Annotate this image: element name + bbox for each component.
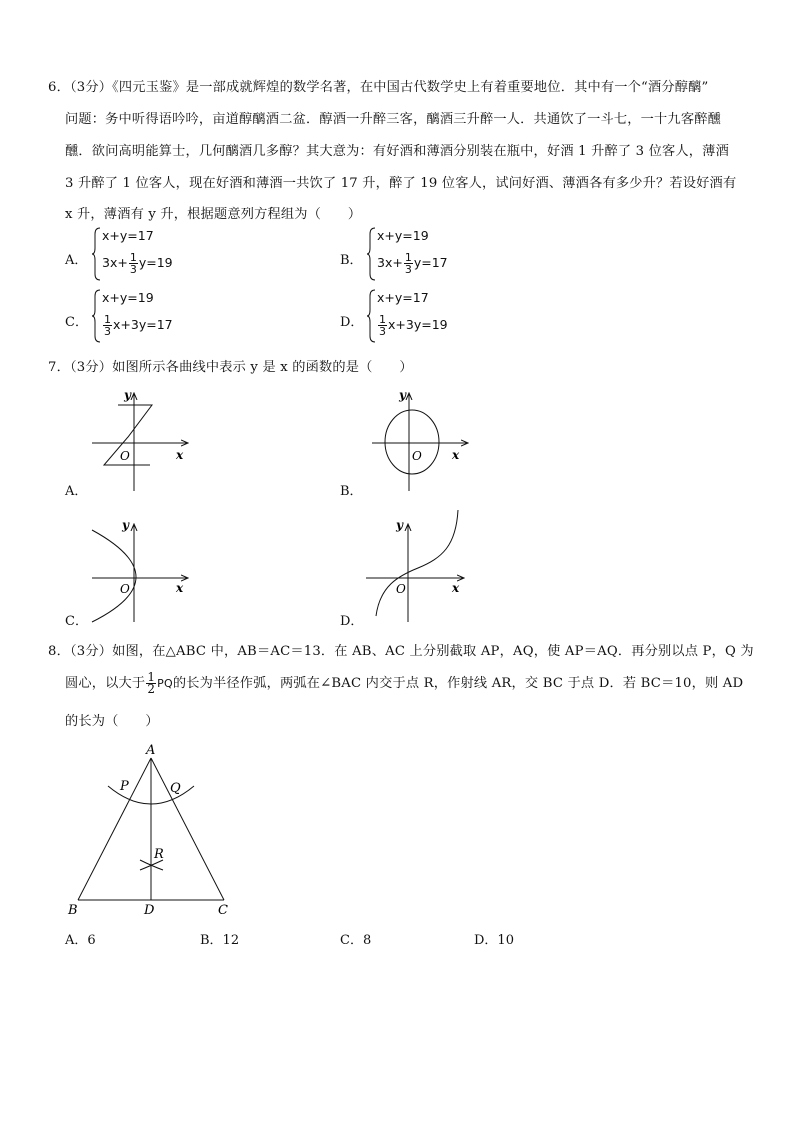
label-q: Q bbox=[170, 781, 181, 796]
origin-label: O bbox=[120, 582, 130, 596]
q6-d-eq2: $\frac{1}{3}$ x+3y=19 bbox=[379, 313, 448, 338]
brace-icon bbox=[367, 226, 377, 282]
x-label: x bbox=[176, 581, 184, 595]
q8-pq: PQ bbox=[157, 677, 173, 690]
q6-c-eq1: x+y=19 bbox=[102, 290, 154, 305]
q6-option-b-system bbox=[367, 226, 487, 282]
q6-b-eq1: x+y=19 bbox=[377, 228, 429, 243]
brace-icon bbox=[92, 226, 102, 282]
q7-option-b-label[interactable]: B． bbox=[340, 484, 363, 499]
q8-option-b[interactable]: B．12 bbox=[200, 933, 240, 948]
q6-option-d-system bbox=[367, 288, 487, 344]
label-c: C bbox=[218, 903, 228, 918]
brace-icon bbox=[367, 288, 377, 344]
label-b: B bbox=[68, 903, 78, 918]
label-p: P bbox=[120, 779, 129, 794]
curve-c bbox=[92, 530, 136, 622]
q8-line-1: 8．（3分）如图，在△ABC 中，AB＝AC＝13．在 AB、AC 上分别截取 AP，AQ，使 AP＝AQ．再分别以点 P，Q 为 bbox=[48, 644, 754, 659]
y-label: y bbox=[122, 518, 129, 532]
q6-option-b-label: B． bbox=[340, 253, 363, 268]
q6-a-eq1: x+y=17 bbox=[102, 228, 154, 243]
q6-line-5: x 升，薄酒有 y 升，根据题意列方程组为（ ） bbox=[65, 207, 362, 222]
q7-stem: 7．（3分）如图所示各曲线中表示 y 是 x 的函数的是（ ） bbox=[48, 360, 413, 375]
q6-option-c-label: C． bbox=[65, 315, 88, 330]
q6-option-a-label: A． bbox=[65, 253, 88, 268]
q6-b-eq2: 3x+ $\frac{1}{3}$ y=17 bbox=[377, 251, 448, 276]
x-label: x bbox=[176, 448, 184, 462]
q8-option-a[interactable]: A．6 bbox=[65, 933, 96, 948]
y-label: y bbox=[396, 518, 403, 532]
q7-graph-a[interactable] bbox=[88, 385, 198, 495]
origin-label: O bbox=[120, 449, 130, 463]
q6-line-4: 3 升醉了 1 位客人，现在好酒和薄酒一共饮了 17 升，醉了 19 位客人，试问好酒、薄酒各有多少升？若设好酒有 bbox=[65, 176, 737, 191]
q8-line-2-prefix: 圆心，以大于 bbox=[65, 676, 146, 691]
q6-c-eq2: $\frac{1}{3}$ x+3y=17 bbox=[104, 313, 173, 338]
q8-option-c[interactable]: C．8 bbox=[340, 933, 372, 948]
x-label: x bbox=[452, 448, 460, 462]
q8-option-d[interactable]: D．10 bbox=[474, 933, 514, 948]
q6-line-2: 问题：务中听得语吟吟，亩道醇醨酒二盆．醇酒一升醉三客，醨酒三升醉一人．共通饮了一斗七，一十九客醉醺 bbox=[65, 112, 721, 127]
q8-line-2 bbox=[65, 672, 743, 695]
q7-graph-b[interactable] bbox=[368, 385, 478, 495]
q7-graph-d[interactable] bbox=[362, 506, 472, 624]
q7-option-a-label[interactable]: A． bbox=[65, 484, 88, 499]
q6-option-c-system bbox=[92, 288, 212, 344]
curve-d bbox=[376, 510, 458, 616]
label-r: R bbox=[154, 847, 164, 862]
q7-option-c-label[interactable]: C． bbox=[65, 614, 88, 629]
y-label: y bbox=[399, 388, 406, 402]
q8-triangle-figure bbox=[60, 738, 245, 920]
origin-label: O bbox=[396, 582, 406, 596]
q7-option-d-label[interactable]: D． bbox=[340, 614, 364, 629]
side-ab bbox=[78, 758, 151, 900]
q6-line-3: 醺．欲问高明能算士，几何醨酒几多醇？其大意为：有好酒和薄酒分别装在瓶中，好酒 1 升醉了 3 位客人，薄酒 bbox=[65, 144, 729, 159]
x-label: x bbox=[452, 581, 460, 595]
q8-line-2-suffix: 的长为半径作弧，两弧在∠BAC 内交于点 R，作射线 AR，交 BC 于点 D．若 BC＝10，则 AD bbox=[172, 676, 744, 691]
y-label: y bbox=[124, 388, 131, 402]
label-d: D bbox=[144, 903, 155, 918]
q6-line-1: 6．（3分）《四元玉鉴》是一部成就辉煌的数学名著，在中国古代数学史上有着重要地位．其中有一个“酒分醇醨” bbox=[48, 80, 709, 95]
q8-half-fraction: $\frac{1}{2}$ bbox=[147, 670, 156, 696]
q6-d-eq1: x+y=17 bbox=[377, 290, 429, 305]
q6-option-d-label: D． bbox=[340, 315, 364, 330]
q8-line-3: 的长为（ ） bbox=[65, 714, 159, 729]
q7-graph-c[interactable] bbox=[88, 512, 198, 624]
brace-icon bbox=[92, 288, 102, 344]
q6-option-a-system bbox=[92, 226, 212, 282]
q6-a-eq2: 3x+ $\frac{1}{3}$ y=19 bbox=[102, 251, 173, 276]
side-ac bbox=[151, 758, 224, 900]
origin-label: O bbox=[412, 449, 422, 463]
label-a: A bbox=[146, 743, 156, 758]
curve-b bbox=[385, 410, 439, 474]
